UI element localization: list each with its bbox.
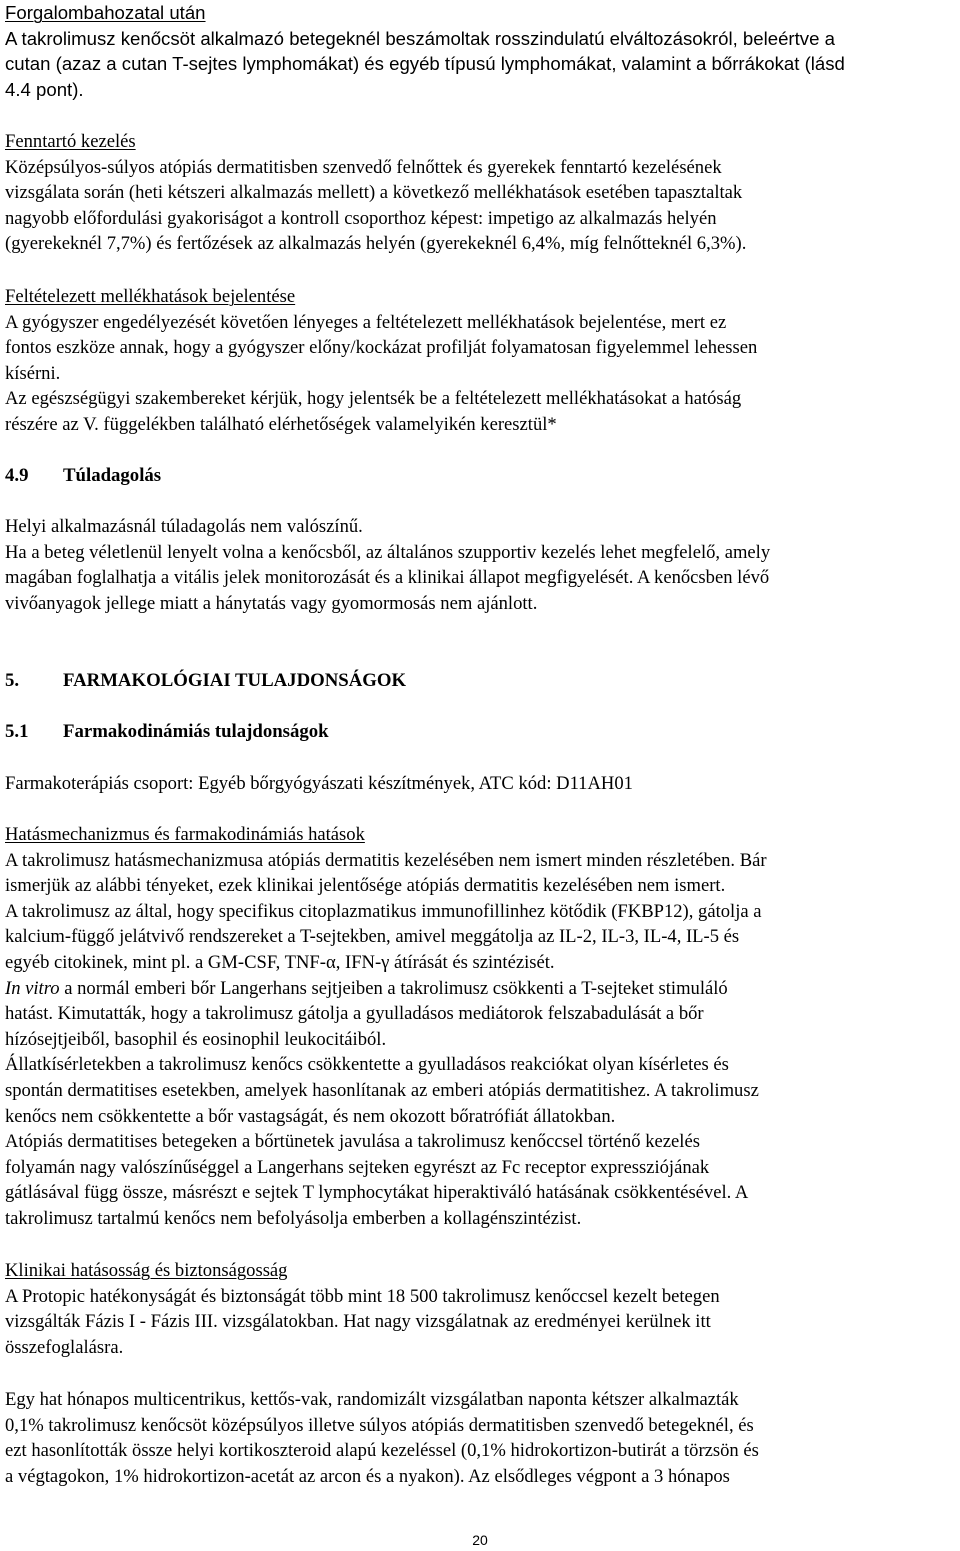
paragraph-line: spontán dermatitises esetekben, amelyek hasonlítanak az emberi atópiás dermatitishez. A takrolimusz [5,1079,759,1101]
postmarketing-heading: Forgalombahozatal után [5,2,206,23]
paragraph-line: nagyobb előfordulási gyakoriságot a kontroll csoporthoz képest: impetigo az alkalmazás helyén [5,207,717,229]
postmarketing-section [5,0,957,102]
paragraph-line: folyamán nagy valószínűséggel a Langerhans sejteken egyrészt az Fc receptor expressziójának [5,1156,710,1178]
invitro-italic: In vitro [5,977,60,999]
paragraph-line: vizsgálták Fázis I - Fázis III. vizsgálatokban. Hat nagy vizsgálatnak az eredményei kerülnek itt [5,1311,711,1333]
paragraph-line: A takrolimusz hatásmechanizmusa atópiás dermatitis kezelésében nem ismert minden részletében. Bár [5,849,767,871]
clinical-study-paragraph [5,1387,957,1489]
paragraph-line: A takrolimusz kenőcsöt alkalmazó betegeknél beszámoltak rosszindulatú elváltozásokról, beleértve a [5,27,835,49]
clinical-heading: Klinikai hatásosság és biztonságosság [5,1260,288,1281]
paragraph-line: hatást. Kimutatták, hogy a takrolimusz gátolja a gyulladásos mediátorok felszabadulását a bőr [5,1003,704,1025]
pharmacotherapeutic-group [5,771,957,797]
paragraph-line: cutan (azaz a cutan T-sejtes lymphomákat) és egyéb típusú lymphomákat, valamint a bőrrákokat (lásd [5,53,845,75]
paragraph-line: (gyerekeknél 7,7%) és fertőzések az alkalmazás helyén (gyerekeknél 6,4%, míg felnőtteknél 6,3%). [5,233,747,255]
paragraph-line: Állatkísérletekben a takrolimusz kenőcs csökkentette a gyulladásos reakciókat olyan kísérletes és [5,1054,729,1076]
invitro-rest: a normál emberi bőr Langerhans sejtjeiben a takrolimusz csökkenti a T-sejteket stimuláló [59,977,728,999]
overdose-heading [5,463,161,489]
paragraph-line: magában foglalhatja a vitális jelek monitorozását és a klinikai állapot megfigyelését. A kenőcsben lévő [5,567,770,589]
paragraph-line: A Protopic hatékonyságát és biztonságát több mint 18 500 takrolimusz kenőccsel kezelt betegen [5,1285,720,1307]
group-line: Farmakoterápiás csoport: Egyéb bőrgyógyászati készítmények, ATC kód: D11AH01 [5,773,633,794]
maintenance-heading: Fenntartó kezelés [5,131,136,152]
paragraph-line: Egy hat hónapos multicentrikus, kettős-vak, randomizált vizsgálatban naponta kétszer alkalmazták [5,1389,739,1410]
paragraph-line: részére az V. függelékben található elérhetőségek valamelyikén keresztül* [5,413,557,435]
reporting-heading: Feltételezett mellékhatások bejelentése [5,286,296,307]
maintenance-section [5,129,957,257]
paragraph-line: hízósejtjeiből, basophil és eosinophil leukocitáiból. [5,1028,387,1050]
paragraph-line: takrolimusz tartalmú kenőcs nem befolyásolja emberben a kollagénszintézist. [5,1207,582,1229]
paragraph-line: Az egészségügyi szakembereket kérjük, hogy jelentsék be a feltételezett mellékhatásokat a hatóság [5,388,742,410]
clinical-section [5,1258,957,1360]
paragraph-line: kísérni. [5,362,61,384]
paragraph-line: kenőcs nem csökkentette a bőr vastagságát, és nem okozott bőratrófiát állatokban. [5,1105,616,1127]
section-number: 5.1 [5,721,29,742]
paragraph-line: egyéb citokinek, mint pl. a GM-CSF, TNF-α, IFN-γ átírását és szintézisét. [5,951,555,973]
paragraph-line [5,976,957,1002]
paragraph-line: a végtagokon, 1% hidrokortizon-acetát az arcon és a nyakon). Az elsődleges végpont a 3 hónapos [5,1465,730,1487]
page-number: 20 [472,1532,488,1548]
mechanism-heading: Hatásmechanizmus és farmakodinámiás hatások [5,824,365,845]
section-number: 5. [5,670,20,691]
paragraph-line: A gyógyszer engedélyezését követően lényeges a feltételezett mellékhatások bejelentése, mert ez [5,311,727,333]
paragraph-line: fontos eszköze annak, hogy a gyógyszer előny/kockázat profilját folyamatosan figyelemmel lehessen [5,337,758,359]
paragraph-line: 4.4 pont). [5,78,84,100]
paragraph-line: 0,1% takrolimusz kenőcsöt középsúlyos illetve súlyos atópiás dermatitisben szenvedő betegeknél, és [5,1414,754,1436]
paragraph-line: gátlásával függ össze, másrészt e sejtek T lymphocytákat hiperaktiváló hatásának csökkentésével. A [5,1182,749,1204]
paragraph-line: Középsúlyos-súlyos atópiás dermatitisben szenvedő felnőttek és gyerekek fenntartó kezelésének [5,156,722,178]
paragraph-line: Ha a beteg véletlenül lenyelt volna a kenőcsből, az általános szupportiv kezelés lehet megfelelő, amely [5,541,771,563]
section-title: Túladagolás [63,465,162,486]
paragraph-line: Atópiás dermatitises betegeken a bőrtünetek javulása a takrolimusz kenőccsel történő kezelés [5,1131,700,1153]
section-number: 4.9 [5,465,29,486]
paragraph-line: vizsgálata során (heti kétszeri alkalmazás mellett) a következő mellékhatások esetében tapasztaltak [5,182,743,204]
section-title: Farmakodinámiás tulajdonságok [63,721,329,742]
section-title: FARMAKOLÓGIAI TULAJDONSÁGOK [63,670,407,691]
paragraph-line: Helyi alkalmazásnál túladagolás nem valószínű. [5,516,363,537]
paragraph-line: vivőanyagok jellege miatt a hánytatás vagy gyomormosás nem ajánlott. [5,592,538,614]
paragraph-line: ismerjük az alábbi tényeket, ezek klinikai jelentősége atópiás dermatitis kezelésében nem ismert. [5,875,726,897]
pharmacology-heading [5,668,406,694]
reporting-section [5,284,957,438]
paragraph-line: A takrolimusz az által, hogy specifikus citoplazmatikus immunofillinhez kötődik (FKBP12), gátolja a [5,900,762,922]
overdose-section [5,514,957,616]
paragraph-line: kalcium-függő jelátvivő rendszereket a T-sejtekben, amivel meggátolja az IL-2, IL-3, IL-4, IL-5 és [5,926,740,948]
pharmacodynamics-heading [5,719,329,745]
paragraph-line: összefoglalásra. [5,1336,124,1358]
mechanism-section [5,822,957,1232]
paragraph-line: ezt hasonlították össze helyi kortikoszteroid alapú kezeléssel (0,1% hidrokortizon-butirát a törzsön és [5,1440,759,1462]
